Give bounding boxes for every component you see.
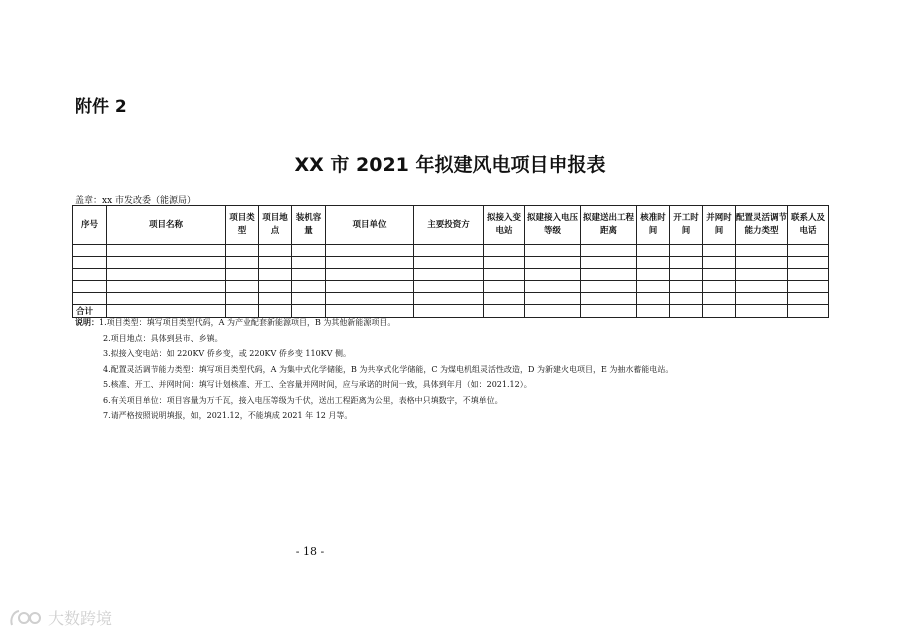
table-cell xyxy=(703,245,736,257)
table-cell xyxy=(107,293,226,305)
table-cell xyxy=(292,281,326,293)
table-cell xyxy=(73,281,107,293)
table-cell xyxy=(736,305,788,318)
table-cell xyxy=(788,305,829,318)
table-cell xyxy=(484,245,525,257)
table-cell xyxy=(525,293,581,305)
table-cell xyxy=(326,281,414,293)
header-cell: 装机容量 xyxy=(292,206,326,245)
table-cell xyxy=(292,245,326,257)
header-cell: 主要投资方 xyxy=(414,206,484,245)
table-cell xyxy=(525,269,581,281)
table-cell xyxy=(73,245,107,257)
header-cell: 配置灵活调节能力类型 xyxy=(736,206,788,245)
header-cell: 拟建送出工程距离 xyxy=(581,206,637,245)
table-cell xyxy=(637,293,670,305)
table-cell xyxy=(525,245,581,257)
table-cell xyxy=(525,257,581,269)
table-cell xyxy=(73,257,107,269)
table-cell xyxy=(414,269,484,281)
header-cell: 项目类型 xyxy=(226,206,259,245)
note-item: 7.请严格按照说明填报，如，2021.12，不能填成 2021 年 12 月等。 xyxy=(103,411,353,420)
table-cell xyxy=(326,257,414,269)
header-cell: 拟接入变电站 xyxy=(484,206,525,245)
table-cell xyxy=(637,281,670,293)
table-row xyxy=(73,281,829,293)
table-cell xyxy=(670,293,703,305)
table-cell xyxy=(226,269,259,281)
table-cell xyxy=(414,293,484,305)
header-cell: 联系人及电话 xyxy=(788,206,829,245)
header-cell: 项目单位 xyxy=(326,206,414,245)
table-cell xyxy=(259,281,292,293)
table-cell xyxy=(736,257,788,269)
table-cell xyxy=(484,293,525,305)
table-cell xyxy=(736,269,788,281)
watermark-text: 大数跨境 xyxy=(48,609,113,628)
stamp-line: 盖章：xx 市发改委（能源局） xyxy=(75,196,197,206)
total-label: 合计 xyxy=(73,305,107,318)
table-row xyxy=(73,269,829,281)
table-cell xyxy=(107,245,226,257)
table-cell xyxy=(670,305,703,318)
table-cell xyxy=(226,245,259,257)
table-cell xyxy=(703,257,736,269)
table-cell xyxy=(581,257,637,269)
table-cell xyxy=(525,281,581,293)
watermark xyxy=(8,606,112,629)
table-cell xyxy=(292,269,326,281)
table-cell xyxy=(788,257,829,269)
table-cell xyxy=(670,281,703,293)
table-cell xyxy=(259,245,292,257)
page-title: XX 市 2021 年拟建风电项目申报表 xyxy=(294,154,606,176)
header-cell: 项目地点 xyxy=(259,206,292,245)
table-cell xyxy=(581,245,637,257)
table-cell xyxy=(637,257,670,269)
table-cell xyxy=(703,281,736,293)
header-cell: 并网时间 xyxy=(703,206,736,245)
table-row xyxy=(73,245,829,257)
table-cell xyxy=(326,269,414,281)
table-cell xyxy=(670,257,703,269)
table-cell xyxy=(788,245,829,257)
application-table xyxy=(72,205,829,318)
notes-section xyxy=(75,315,673,424)
table-row xyxy=(73,257,829,269)
table-cell xyxy=(107,257,226,269)
table-row xyxy=(73,293,829,305)
table-cell xyxy=(484,269,525,281)
table-cell xyxy=(73,293,107,305)
table-cell xyxy=(637,245,670,257)
table-cell xyxy=(414,245,484,257)
table-cell xyxy=(788,293,829,305)
table-cell xyxy=(637,269,670,281)
table-cell xyxy=(326,245,414,257)
table-cell xyxy=(703,269,736,281)
table-cell xyxy=(414,257,484,269)
attachment-label: 附件 2 xyxy=(75,97,127,117)
table-cell xyxy=(788,269,829,281)
header-cell: 序号 xyxy=(73,206,107,245)
table-cell xyxy=(670,245,703,257)
notes-lead: 说明： xyxy=(75,318,99,327)
table-cell xyxy=(581,269,637,281)
table-cell xyxy=(226,281,259,293)
table-cell xyxy=(226,257,259,269)
table-cell xyxy=(259,269,292,281)
header-cell: 核准时间 xyxy=(637,206,670,245)
table-cell xyxy=(107,281,226,293)
table-cell xyxy=(736,281,788,293)
page-number: - 18 - xyxy=(295,545,325,558)
table-cell xyxy=(484,281,525,293)
table-cell xyxy=(226,293,259,305)
header-row xyxy=(73,206,829,245)
table-cell xyxy=(484,257,525,269)
table-cell xyxy=(73,269,107,281)
note-text: 1.项目类型：填写项目类型代码，A 为产业配套新能源项目，B 为其他新能源项目。 xyxy=(99,318,396,327)
table-cell xyxy=(259,257,292,269)
table-cell xyxy=(292,293,326,305)
table-cell xyxy=(259,293,292,305)
table-cell xyxy=(414,281,484,293)
table-cell xyxy=(581,281,637,293)
table-cell xyxy=(107,269,226,281)
note-item: 4.配置灵活调节能力类型：填写项目类型代码，A 为集中式化学储能，B 为共享式化学储能，C 为煤电机组灵活性改造，D 为新建火电项目，E 为抽水蓄能电站。 xyxy=(103,364,674,374)
note-item: 3.拟接入变电站：如 220KV 侨乡变，或 220KV 侨乡变 110KV 侧。 xyxy=(103,349,351,358)
table-cell xyxy=(703,293,736,305)
table-cell xyxy=(703,305,736,318)
note-item: 5.核准、开工、并网时间：填写计划核准、开工、全容量并网时间，应与承诺的时间一致，具体到年月（如：2021.12）。 xyxy=(103,380,532,389)
table-cell xyxy=(670,269,703,281)
table-body xyxy=(73,245,829,318)
table-cell xyxy=(326,293,414,305)
header-cell: 开工时间 xyxy=(670,206,703,245)
header-cell: 项目名称 xyxy=(107,206,226,245)
table-cell xyxy=(788,281,829,293)
logo-icon xyxy=(8,607,44,629)
table-cell xyxy=(292,257,326,269)
note-item: 6.有关项目单位：项目容量为万千瓦，接入电压等级为千伏，送出工程距离为公里，表格中只填数字，不填单位。 xyxy=(103,395,503,405)
table-cell xyxy=(736,245,788,257)
table-cell xyxy=(581,293,637,305)
note-item xyxy=(75,315,673,331)
table-cell xyxy=(736,293,788,305)
header-cell: 拟建接入电压等级 xyxy=(525,206,581,245)
note-item: 2.项目地点：具体到县市、乡镇。 xyxy=(103,333,223,343)
